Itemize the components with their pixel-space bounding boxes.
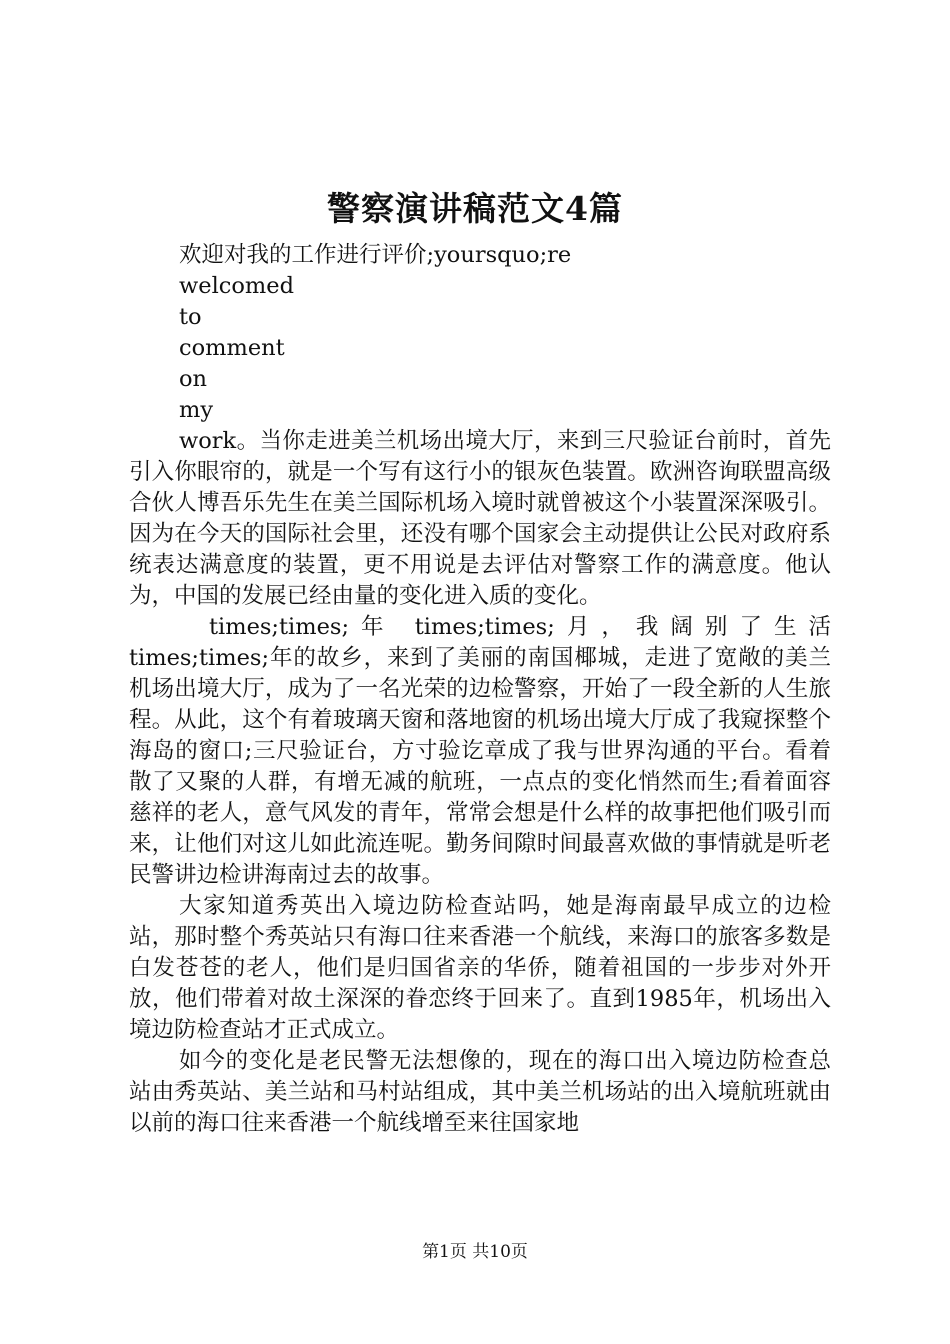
document-title: 警察演讲稿范文4篇 [327,189,623,228]
intro-line: welcomed [179,273,294,299]
document-body [129,240,831,1139]
body-paragraph: times;times;年 times;times;月，我阔别了生活times;times;年的故乡，来到了美丽的南国椰城，走进了宽敞的美兰机场出境大厅，成为了一名光荣的边检警察，开始了一段全新的人生旅程。从此，这个有着玻璃天窗和落地窗的机场出境大厅成了我窥探整个海岛的窗口;三尺验证台，方寸验讫章成了我与世界沟通的平台。看着散了又聚的人群，有增无减的航班，一点点的变化悄然而生;看着面容慈祥的老人，意气风发的青年，常常会想是什么样的故事把他们吸引而来，让他们对这儿如此流连呢。勤务间隙时间最喜欢做的事情就是听老民警讲边检讲海南过去的故事。 [129,614,831,888]
intro-line: 欢迎对我的工作进行评价;yoursquo;re [179,242,572,268]
intro-line: my [179,397,214,423]
intro-line: comment [179,335,285,361]
page-number-footer: 第1页 共10页 [422,1242,528,1262]
intro-line: to [179,304,202,330]
body-paragraph: 大家知道秀英出入境边防检查站吗，她是海南最早成立的边检站，那时整个秀英站只有海口往来香港一个航线，来海口的旅客多数是白发苍苍的老人，他们是归国省亲的华侨，随着祖国的一步步对外开放，他们带着对故土深深的眷恋终于回来了。直到1985年，机场出入境边防检查站才正式成立。 [129,893,831,1043]
body-paragraph: work。当你走进美兰机场出境大厅，来到三尺验证台前时，首先引入你眼帘的，就是一个写有这行小的银灰色装置。欧洲咨询联盟高级合伙人博吾乐先生在美兰国际机场入境时就曾被这个小装置深深吸引。因为在今天的国际社会里，还没有哪个国家会主动提供让公民对政府系统表达满意度的装置，更不用说是去评估对警察工作的满意度。他认为，中国的发展已经由量的变化进入质的变化。 [129,428,831,609]
intro-line: on [179,366,208,392]
body-paragraph: 如今的变化是老民警无法想像的，现在的海口出入境边防检查总站由秀英站、美兰站和马村站组成，其中美兰机场站的出入境航班就由以前的海口往来香港一个航线增至来往国家地 [129,1048,831,1136]
